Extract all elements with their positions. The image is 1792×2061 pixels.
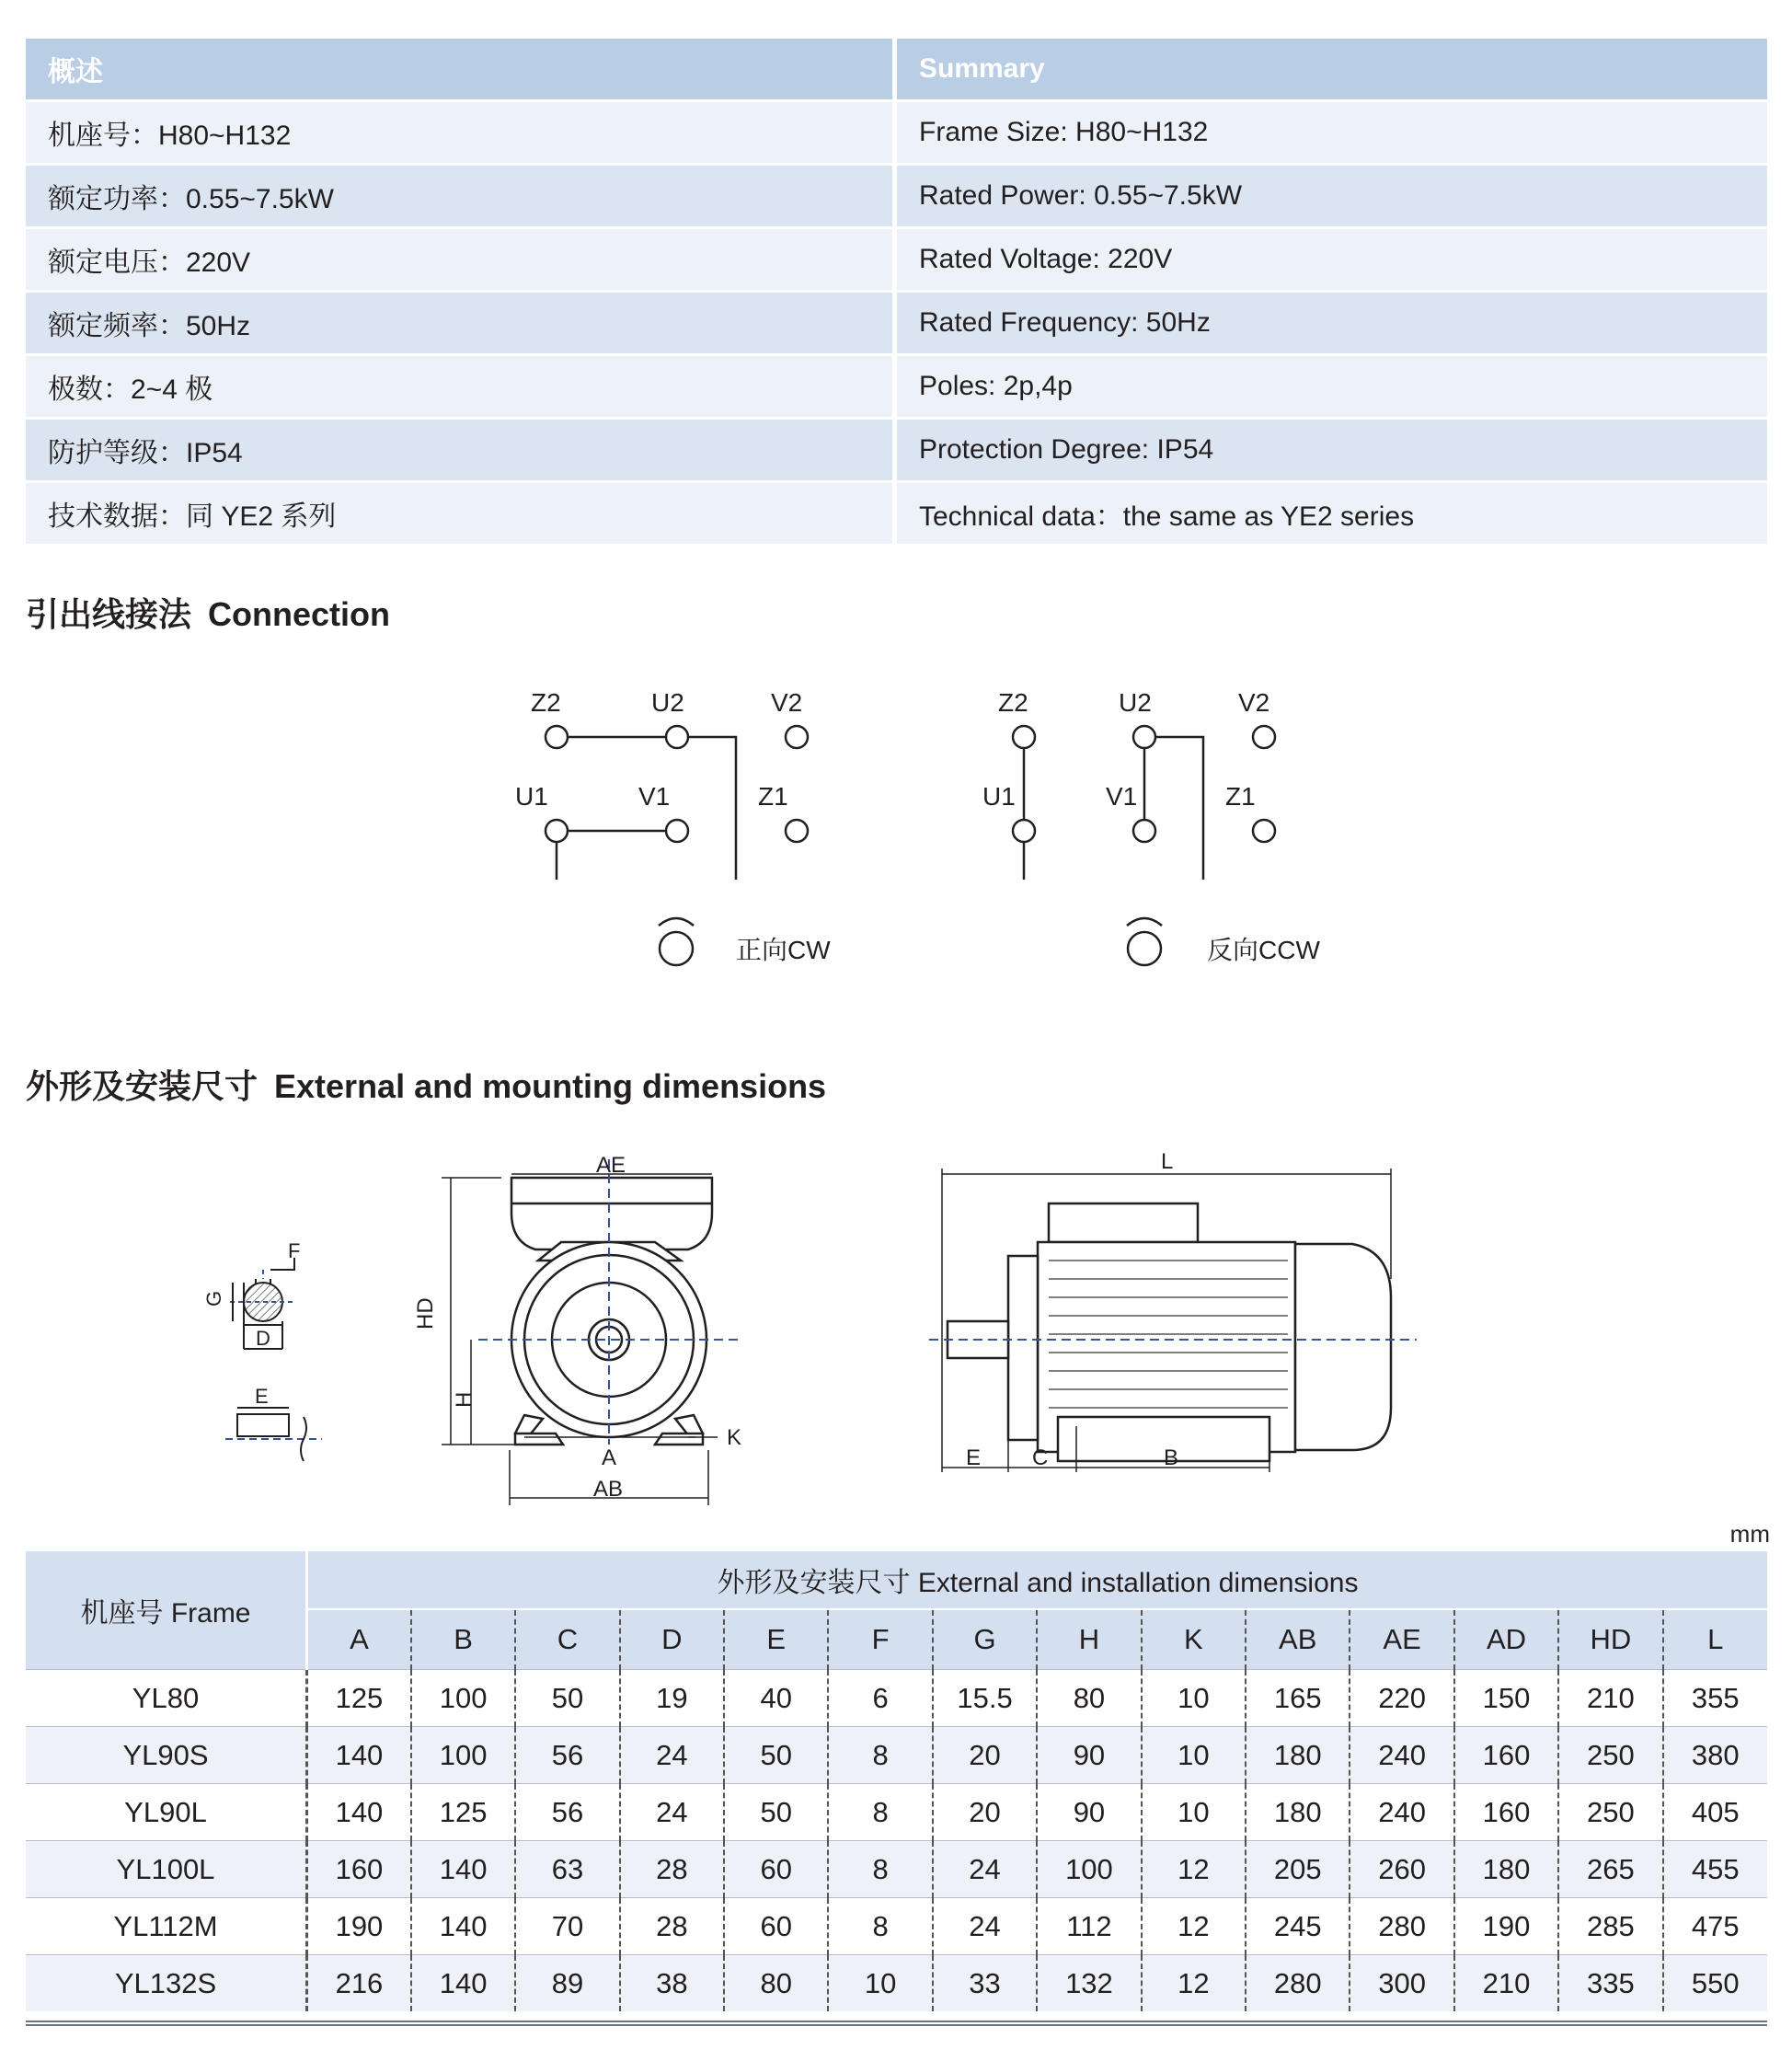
dimensions-group-header: 外形及安装尺寸 External and installation dimensions [307,1551,1768,1609]
cw-terminal-v2 [786,726,808,748]
value-cell: 100 [411,1727,515,1784]
value-cell: 250 [1558,1784,1662,1841]
cw-terminal-z1 [786,820,808,842]
dim-label-a: A [602,1445,617,1470]
summary-row [26,293,1767,353]
value-cell: 260 [1350,1841,1453,1898]
summary-cell-cn: 机座号：H80~H132 [26,102,892,163]
summary-row [26,102,1767,163]
dim-label-ab: AB [593,1477,624,1502]
value-cell: 10 [1142,1670,1246,1727]
value-cell: 300 [1350,1955,1453,2012]
cw-arrow-icon [659,918,694,926]
value-cell: 90 [1037,1727,1141,1784]
summary-cell-cn: 额定频率：50Hz [26,293,892,353]
value-cell: 190 [307,1898,411,1955]
fan-cover-side [1295,1244,1391,1450]
cw-lead-u2 [688,737,736,880]
dim-label-k: K [727,1425,742,1450]
value-cell: 125 [411,1784,515,1841]
column-header: AB [1246,1609,1350,1670]
dim-label-g: G [202,1290,225,1307]
value-cell: 24 [933,1898,1037,1955]
value-cell: 24 [620,1784,724,1841]
value-cell: 33 [933,1955,1037,2012]
column-header: L [1663,1609,1767,1670]
summary-table [26,39,1767,547]
value-cell: 6 [828,1670,932,1727]
value-cell: 89 [515,1955,619,2012]
column-header: E [724,1609,828,1670]
value-cell: 20 [933,1784,1037,1841]
value-cell: 8 [828,1841,932,1898]
value-cell: 63 [515,1841,619,1898]
ccw-label-v2: V2 [1238,688,1270,717]
value-cell: 550 [1663,1955,1767,2012]
value-cell: 10 [828,1955,932,2012]
summary-header-row [26,39,1767,99]
cw-terminal-v1 [666,820,688,842]
value-cell: 70 [515,1898,619,1955]
summary-cell-en: Poles: 2p,4p [897,356,1767,417]
summary-cell-cn: 额定电压：220V [26,229,892,290]
side-view-drawing [948,1203,1391,1461]
table-row [26,1898,1767,1955]
value-cell: 180 [1246,1784,1350,1841]
dim-label-ae: AE [596,1153,626,1178]
connection-title [26,589,390,636]
summary-row [26,229,1767,290]
ccw-rotation-icon [1128,932,1161,965]
value-cell: 210 [1558,1670,1662,1727]
value-cell: 220 [1350,1670,1453,1727]
ccw-terminal-v1 [1133,820,1155,842]
value-cell: 160 [1454,1727,1558,1784]
value-cell: 100 [1037,1841,1141,1898]
dim-label-h: H [452,1391,477,1408]
summary-cell-en: Rated Power: 0.55~7.5kW [897,166,1767,226]
summary-header-en: Summary [897,39,1767,99]
value-cell: 335 [1558,1955,1662,2012]
value-cell: 140 [411,1841,515,1898]
external-title-en: External and mounting dimensions [274,1067,827,1105]
cw-label-u2: U2 [651,688,684,717]
ccw-label-z2: Z2 [998,688,1028,717]
summary-row [26,420,1767,480]
cw-label-u1: U1 [515,782,548,811]
dimensions-table-body [26,1670,1767,2012]
summary-cell-en: Technical data：the same as YE2 series [897,483,1767,544]
value-cell: 15.5 [933,1670,1037,1727]
terminal-box-front [511,1178,712,1249]
dim-label-c: C [1032,1445,1049,1470]
value-cell: 8 [828,1898,932,1955]
frame-cell: YL80 [26,1670,307,1727]
value-cell: 405 [1663,1784,1767,1841]
summary-cell-en: Rated Voltage: 220V [897,229,1767,290]
value-cell: 8 [828,1727,932,1784]
value-cell: 132 [1037,1955,1141,2012]
column-header: HD [1558,1609,1662,1670]
frame-cell: YL90L [26,1784,307,1841]
cw-label-z2: Z2 [531,688,561,717]
value-cell: 50 [724,1727,828,1784]
value-cell: 475 [1663,1898,1767,1955]
summary-row [26,356,1767,417]
dimension-drawings [0,1141,1792,1518]
value-cell: 50 [724,1784,828,1841]
cw-label-z1: Z1 [758,782,788,811]
value-cell: 285 [1558,1898,1662,1955]
column-header: H [1037,1609,1141,1670]
value-cell: 150 [1454,1670,1558,1727]
column-header: C [515,1609,619,1670]
frame-cell: YL112M [26,1898,307,1955]
summary-cell-cn: 防护等级：IP54 [26,420,892,480]
cw-terminal-u2 [666,726,688,748]
value-cell: 180 [1454,1841,1558,1898]
value-cell: 100 [411,1670,515,1727]
ccw-arrow-icon [1127,918,1162,926]
value-cell: 140 [307,1727,411,1784]
value-cell: 140 [307,1784,411,1841]
value-cell: 210 [1454,1955,1558,2012]
column-header: F [828,1609,932,1670]
value-cell: 280 [1350,1898,1453,1955]
summary-cell-en: Rated Frequency: 50Hz [897,293,1767,353]
summary-header-cn: 概述 [26,39,892,99]
value-cell: 112 [1037,1898,1141,1955]
value-cell: 160 [307,1841,411,1898]
value-cell: 160 [1454,1784,1558,1841]
value-cell: 125 [307,1670,411,1727]
dim-label-e-shaft: E [255,1385,269,1408]
connection-title-cn: 引出线接法 [26,595,192,633]
summary-cell-cn: 技术数据：同 YE2 系列 [26,483,892,544]
value-cell: 355 [1663,1670,1767,1727]
value-cell: 280 [1246,1955,1350,2012]
connection-title-en: Connection [208,595,390,633]
cw-direction-label: 正向CW [736,936,831,964]
value-cell: 19 [620,1670,724,1727]
value-cell: 380 [1663,1727,1767,1784]
cw-terminal-u1 [546,820,568,842]
ccw-direction-label: 反向CCW [1207,936,1320,964]
table-bottom-rule [26,2021,1767,2026]
value-cell: 28 [620,1841,724,1898]
cw-label-v1: V1 [638,782,671,811]
value-cell: 24 [620,1727,724,1784]
value-cell: 12 [1142,1841,1246,1898]
ccw-label-u1: U1 [982,782,1016,811]
dim-label-f: F [288,1239,301,1262]
value-cell: 205 [1246,1841,1350,1898]
summary-cell-cn: 额定功率：0.55~7.5kW [26,166,892,226]
value-cell: 180 [1246,1727,1350,1784]
ccw-label-z1: Z1 [1225,782,1256,811]
value-cell: 455 [1663,1841,1767,1898]
summary-row [26,166,1767,226]
value-cell: 50 [515,1670,619,1727]
dimensions-table [26,1551,1767,2011]
summary-cell-cn: 极数：2~4 极 [26,356,892,417]
ccw-label-v1: V1 [1106,782,1138,811]
table-row [26,1727,1767,1784]
ccw-terminal-u2 [1133,726,1155,748]
table-row [26,1670,1767,1727]
value-cell: 240 [1350,1784,1453,1841]
external-title [26,1061,826,1108]
frame-cell: YL90S [26,1727,307,1784]
column-header: K [1142,1609,1246,1670]
dim-label-b: B [1164,1445,1179,1470]
terminal-box-side [1049,1203,1198,1242]
value-cell: 190 [1454,1898,1558,1955]
ccw-terminal-v2 [1253,726,1275,748]
value-cell: 250 [1558,1727,1662,1784]
column-header: B [411,1609,515,1670]
frame-cell: YL132S [26,1955,307,2012]
value-cell: 60 [724,1898,828,1955]
value-cell: 24 [933,1841,1037,1898]
shaft-detail-drawing [225,1258,322,1461]
frame-header: 机座号 Frame [26,1551,307,1670]
value-cell: 56 [515,1727,619,1784]
column-header: A [307,1609,411,1670]
value-cell: 12 [1142,1898,1246,1955]
value-cell: 140 [411,1898,515,1955]
dim-label-hd: HD [413,1297,438,1330]
cw-rotation-icon [660,932,693,965]
column-header: AD [1454,1609,1558,1670]
cw-terminal-z2 [546,726,568,748]
value-cell: 165 [1246,1670,1350,1727]
front-view-drawing [511,1178,712,1445]
value-cell: 12 [1142,1955,1246,2012]
dim-label-d: D [256,1327,270,1350]
value-cell: 240 [1350,1727,1453,1784]
unit-label: mm [1729,1520,1770,1548]
key-detail-icon [237,1414,289,1436]
dim-label-l: L [1161,1149,1174,1174]
value-cell: 60 [724,1841,828,1898]
ccw-terminal-z1 [1253,820,1275,842]
value-cell: 90 [1037,1784,1141,1841]
value-cell: 20 [933,1727,1037,1784]
table-row [26,1784,1767,1841]
value-cell: 56 [515,1784,619,1841]
frame-cell: YL100L [26,1841,307,1898]
summary-cell-en: Frame Size: H80~H132 [897,102,1767,163]
value-cell: 40 [724,1670,828,1727]
column-header: D [620,1609,724,1670]
column-header: G [933,1609,1037,1670]
value-cell: 265 [1558,1841,1662,1898]
value-cell: 80 [1037,1670,1141,1727]
dim-label-e-side: E [966,1445,982,1470]
ccw-terminal-z2 [1013,726,1035,748]
column-header: AE [1350,1609,1453,1670]
value-cell: 8 [828,1784,932,1841]
value-cell: 140 [411,1955,515,2012]
ccw-terminal-u1 [1013,820,1035,842]
summary-row [26,483,1767,544]
external-title-cn: 外形及安装尺寸 [26,1067,258,1105]
ccw-label-u2: U2 [1119,688,1152,717]
cw-label-v2: V2 [771,688,803,717]
table-row [26,1841,1767,1898]
value-cell: 10 [1142,1784,1246,1841]
summary-cell-en: Protection Degree: IP54 [897,420,1767,480]
ccw-lead-u2 [1155,737,1203,880]
value-cell: 10 [1142,1727,1246,1784]
value-cell: 216 [307,1955,411,2012]
value-cell: 28 [620,1898,724,1955]
value-cell: 80 [724,1955,828,2012]
connection-diagram [0,644,1792,1030]
table-row [26,1955,1767,2012]
value-cell: 38 [620,1955,724,2012]
value-cell: 245 [1246,1898,1350,1955]
